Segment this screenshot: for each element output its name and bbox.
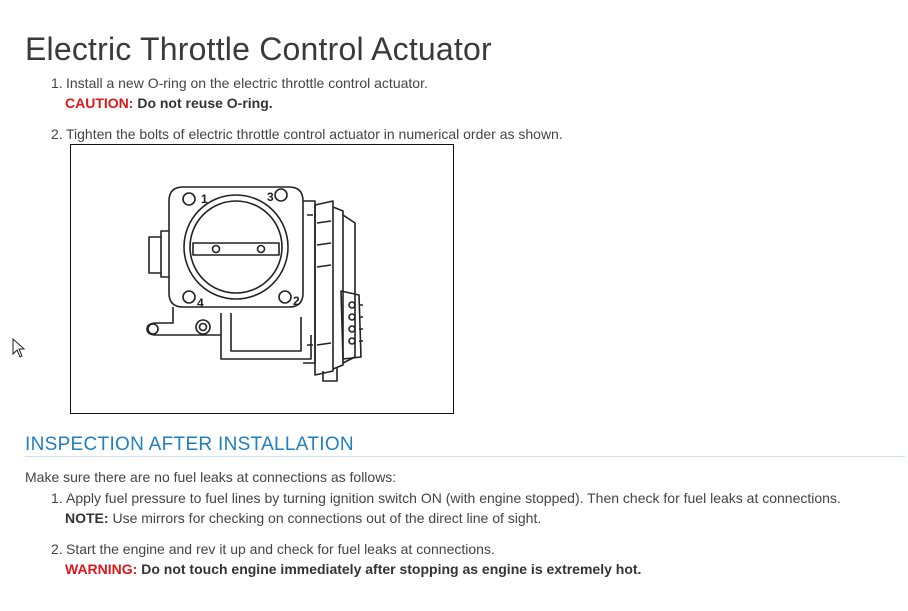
- page-title: Electric Throttle Control Actuator: [25, 31, 492, 67]
- caution-note: [65, 93, 273, 113]
- step-number: 1.: [51, 75, 63, 91]
- step-number: 2.: [51, 126, 63, 142]
- bolt-label-3: 3: [267, 190, 274, 204]
- warning-note: [65, 559, 641, 579]
- step-number: 1.: [51, 490, 63, 506]
- note-text: Use mirrors for checking on connections out of the direct line of sight.: [112, 510, 542, 526]
- section-divider: [25, 456, 905, 457]
- step-number: 2.: [51, 541, 63, 557]
- inspection-intro: Make sure there are no fuel leaks at connections as follows:: [25, 469, 397, 485]
- bolt-label-2: 2: [293, 294, 300, 308]
- step-text: Apply fuel pressure to fuel lines by turning ignition switch ON (with engine stopped). Then check for fuel leaks at connections.: [66, 490, 841, 506]
- step-text: Install a new O-ring on the electric throttle control actuator.: [66, 75, 428, 91]
- bolt-label-4: 4: [197, 296, 204, 310]
- inspection-heading: INSPECTION AFTER INSTALLATION: [25, 434, 354, 455]
- throttle-actuator-drawing: [71, 145, 453, 413]
- caution-label: CAUTION:: [65, 95, 134, 111]
- warning-text: Do not touch engine immediately after stopping as engine is extremely hot.: [141, 561, 642, 577]
- bolt-label-1: 1: [201, 192, 208, 206]
- throttle-body-outline: [147, 187, 363, 381]
- throttle-actuator-figure: [70, 144, 454, 414]
- caution-text: Do not reuse O-ring.: [137, 95, 273, 111]
- warning-label: WARNING:: [65, 561, 138, 577]
- step-text: Tighten the bolts of electric throttle control actuator in numerical order as shown.: [66, 126, 563, 142]
- note-line: [65, 508, 541, 528]
- step-text: Start the engine and rev it up and check for fuel leaks at connections.: [66, 541, 495, 557]
- mouse-cursor-icon: [12, 338, 26, 358]
- note-label: NOTE:: [65, 510, 109, 526]
